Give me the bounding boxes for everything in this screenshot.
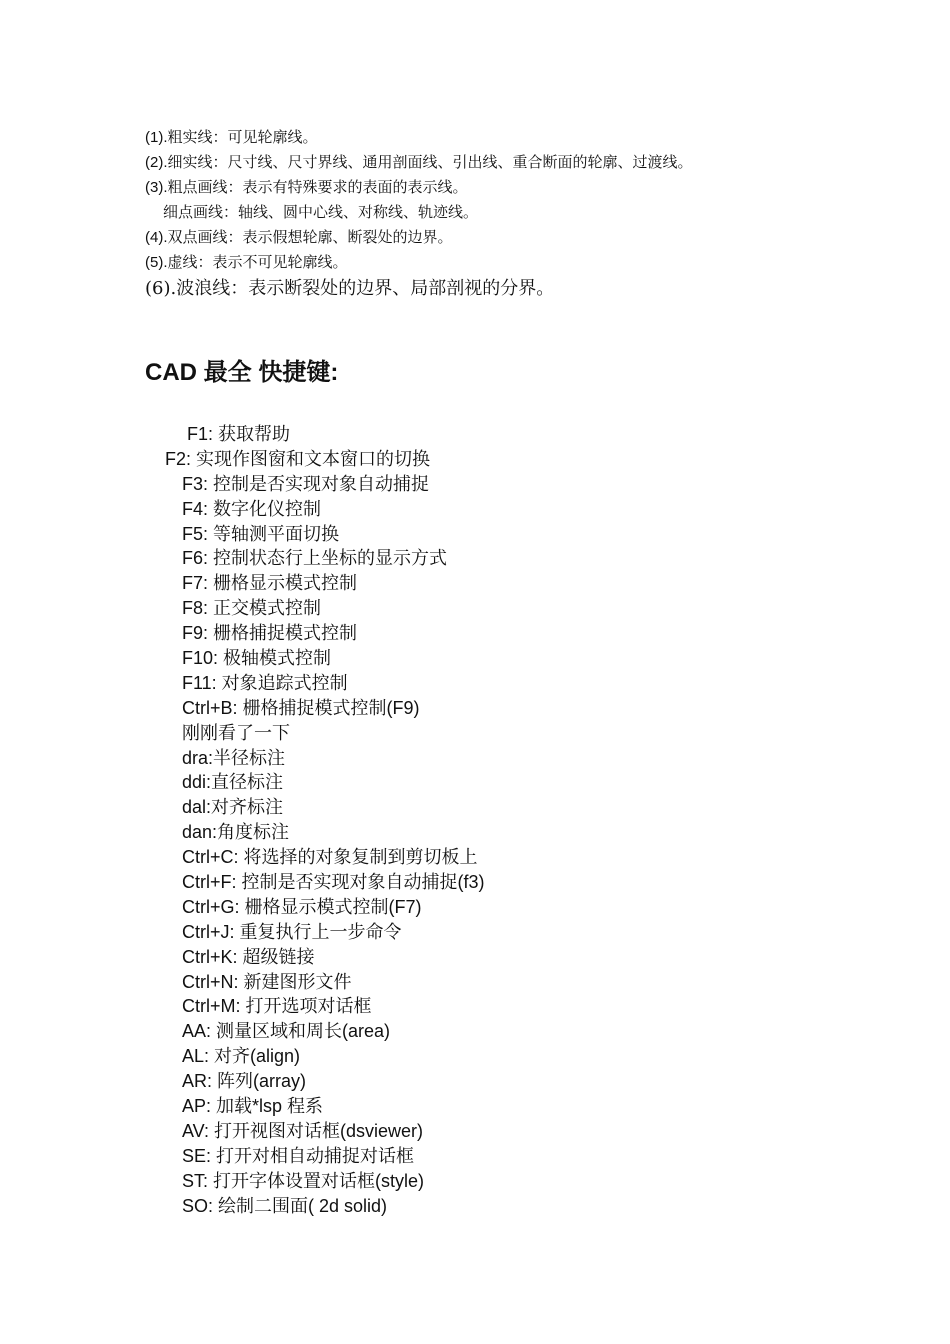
shortcut-item: F6: 控制状态行上坐标的显示方式 <box>182 548 448 569</box>
item-number: (4). <box>145 229 168 246</box>
shortcut-item: AL: 对齐(align) <box>182 1046 301 1067</box>
shortcut-item: dan:角度标注 <box>182 822 290 843</box>
shortcut-item: Ctrl+M: 打开选项对话框 <box>182 996 372 1017</box>
item-text: 双点画线：表示假想轮廓、断裂处的边界。 <box>167 228 453 246</box>
shortcut-item: F7: 栅格显示模式控制 <box>182 573 358 594</box>
shortcut-item: AR: 阵列(array) <box>182 1071 307 1092</box>
shortcut-item: Ctrl+G: 栅格显示模式控制(F7) <box>182 896 422 917</box>
shortcut-item: F5: 等轴测平面切换 <box>182 523 340 544</box>
shortcut-item: dra:半径标注 <box>182 747 286 768</box>
line-type-item <box>145 225 925 250</box>
item-text: 虚线：表示不可见轮廓线。 <box>167 253 348 271</box>
shortcut-item: 刚刚看了一下 <box>182 722 290 743</box>
item-number: (6). <box>145 278 177 299</box>
shortcut-item: F8: 正交模式控制 <box>182 598 322 619</box>
shortcut-list <box>145 422 925 1219</box>
section-title: CAD 最全 快捷键: <box>145 359 339 386</box>
shortcut-item: Ctrl+F: 控制是否实现对象自动捕捉(f3) <box>182 872 485 893</box>
shortcut-item: ST: 打开字体设置对话框(style) <box>182 1170 425 1191</box>
item-number: (3). <box>145 179 168 196</box>
shortcut-item: AP: 加载*lsp 程系 <box>182 1096 324 1117</box>
item-text: 细实线：尺寸线、尺寸界线、通用剖面线、引出线、重合断面的轮廓、过渡线。 <box>167 153 693 171</box>
shortcut-item: F2: 实现作图窗和文本窗口的切换 <box>165 448 431 469</box>
shortcut-item: F3: 控制是否实现对象自动捕捉 <box>182 473 430 494</box>
shortcut-item: AV: 打开视图对话框(dsviewer) <box>182 1120 424 1141</box>
line-type-item <box>145 150 925 175</box>
item-number: (1). <box>145 129 168 146</box>
shortcut-item: Ctrl+K: 超级链接 <box>182 946 315 967</box>
shortcut-item: F11: 对象追踪式控制 <box>182 672 348 693</box>
shortcut-item: Ctrl+C: 将选择的对象复制到剪切板上 <box>182 847 478 868</box>
line-type-item <box>145 250 925 275</box>
item-text: 波浪线：表示断裂处的边界、局部剖视的分界。 <box>176 278 555 299</box>
shortcut-item: dal:对齐标注 <box>182 797 284 818</box>
line-type-list <box>145 125 925 302</box>
item-number: (5). <box>145 254 168 271</box>
shortcut-item: F10: 极轴模式控制 <box>182 648 332 669</box>
line-type-item <box>145 125 925 150</box>
shortcut-item: Ctrl+B: 栅格捕捉模式控制(F9) <box>182 697 420 718</box>
item-text: 粗实线：可见轮廓线。 <box>167 128 318 146</box>
line-type-item <box>145 275 925 302</box>
item-text: 细点画线：轴线、圆中心线、对称线、轨迹线。 <box>163 203 479 221</box>
shortcut-item: F9: 栅格捕捉模式控制 <box>182 623 358 644</box>
item-text: 粗点画线：表示有特殊要求的表面的表示线。 <box>167 178 468 196</box>
line-type-item <box>145 175 925 200</box>
shortcut-item: Ctrl+N: 新建图形文件 <box>182 971 352 992</box>
shortcut-item: SO: 绘制二围面( 2d solid) <box>182 1195 388 1216</box>
shortcut-item: SE: 打开对相自动捕捉对话框 <box>182 1145 415 1166</box>
shortcut-item: F1: 获取帮助 <box>187 424 291 444</box>
shortcut-item: Ctrl+J: 重复执行上一步命令 <box>182 921 402 942</box>
shortcut-item: AA: 测量区域和周长(area) <box>182 1021 391 1042</box>
shortcut-item: ddi:直径标注 <box>182 772 284 793</box>
line-type-item <box>145 200 925 225</box>
item-number: (2). <box>145 154 168 171</box>
shortcut-item: F4: 数字化仪控制 <box>182 498 322 519</box>
